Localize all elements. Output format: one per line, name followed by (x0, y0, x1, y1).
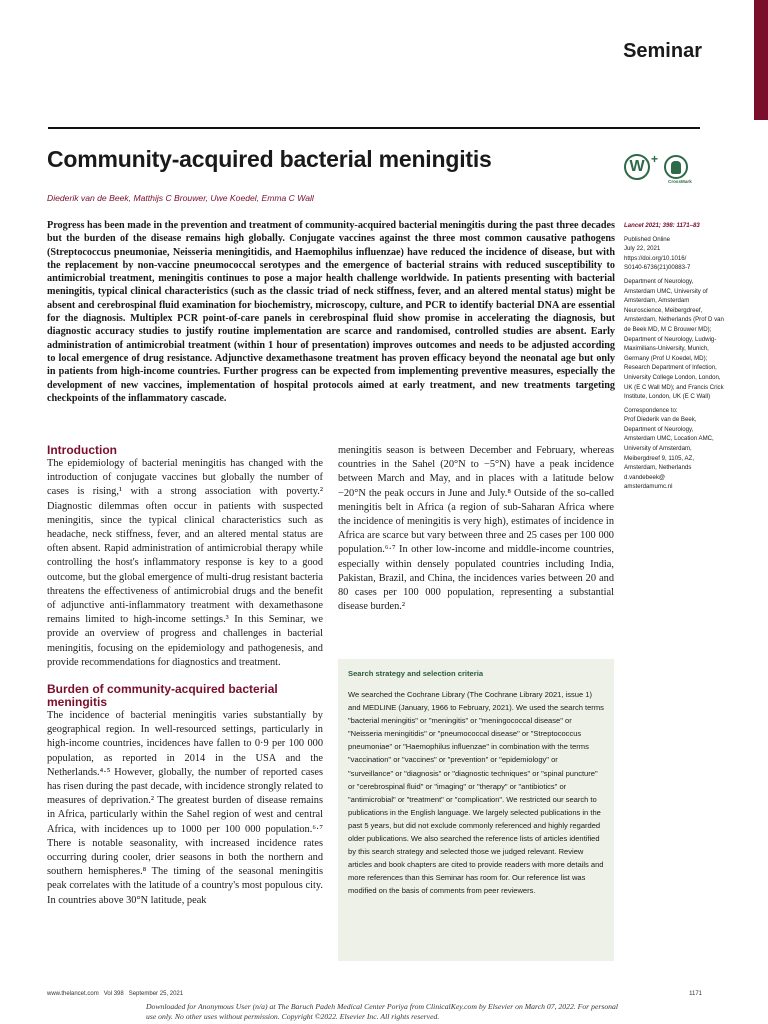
search-strategy-text: We searched the Cochrane Library (The Cochrane Library 2021, issue 1) and MEDLINE (January, 1966 to February, 2021). We used the search terms "bacterial meningitis" or "meningitis" or "meningococcal disease" or "Neisseria meningitidis" or "pneumococcal disease" or "Streptococcus pneumoniae" or "Haemophilus influenzae" in combination with the terms "vaccination" or "vaccines" or "prevention" or "epidemiology" or "surveillance" or "diagnosis" or "diagnostic techniques" or "spinal puncture" or "cerebrospinal fluid" or "imaging" or "therapy" or "antibiotics" or "antimicrobial" or "treatment" or "complication". We restricted our search to publications in the English language. We largely selected publications in the past 5 years, but did not exclude commonly referenced and highly regarded older publications. We also searched the reference lists of articles identified by this search strategy and selected those we judged relevant. Review articles and book chapters are cited to provide readers with more details and more references than this Seminar has room for. Our reference list was modified on the basis of comments from peer reviewers. (348, 690, 604, 896)
bookmark-shape-icon (671, 161, 681, 174)
left-column (47, 444, 323, 908)
article-title: Community-acquired bacterial meningitis (47, 146, 492, 172)
search-strategy-title: Search strategy and selection criteria (348, 669, 484, 678)
abstract: Progress has been made in the prevention and treatment of community-acquired bacterial meningitis during the past three decades but the burden of the disease remains high globally. Conjugate vaccines against the three most common causative pathogens (Streptococcus pneumoniae, Neisseria meningitidis, and Haemophilus influenzae) have reduced the incidence of disease, but with the replacement by non-vaccine pneumococcal serotypes and the emergence of bacterial strains with reduced susceptibility to antimicrobial treatment, meningitis continues to pose a major health challenge worldwide. In patients presenting with bacterial meningitis, typical clinical characteristics (such as the classic triad of neck stiffness, fever, and an altered mental status) might be absent and cerebrospinal fluid examination for biochemistry, microscopy, culture, and PCR to identify bacterial DNA are essential for the diagnosis. Multiplex PCR point-of-care panels in cerebrospinal fluid show promise in accelerating the diagnosis, but diagnostic accuracy studies to justify routine implementation are scarce and randomised, controlled studies are absent. Early administration of antimicrobial treatment (within 1 hour of presentation) improves outcomes and needs to be adjusted according to local emergence of drug resistance. Adjunctive dexamethasone treatment has proven efficacy beyond the neonatal age but only in patients from high-income countries. Further progress can be expected from implementing preventive measures, especially the development of new vaccines, implementation of hospital protocols aimed at early treatment, and new treatments targeting checkpoints of the inflammatory cascade. (47, 220, 615, 404)
right-column-text: meningitis season is between December and February, whereas countries in the Sahel (20°N to −5°N) have a peak incidence between March and May, and in places with a latitude below −20°N the peak occurs in June and July.⁸ Outside of the so-called meningitis belt in Africa (a region of sub-Saharan Africa where the incidence of meningitis is very high), estimates of incidence in Africa are scarce but vary between three and 25 cases per 100 000 population.⁶·⁷ In other low-income and middle-income countries, especially within densely populated countries including India, Pakistan, Brazil, and China, the incidences varies between 20 and 80 cases per 100 000 population, representing a substantial disease burden.² (338, 445, 614, 613)
intro-heading: Introduction (47, 443, 117, 457)
article-logos (624, 152, 704, 188)
section-label: Seminar (623, 40, 702, 62)
affiliations: Department of Neurology, Amsterdam UMC, University of Amsterdam, Amsterdam Neuroscience, Meibergdreef, Amsterdam, Netherlands (Prof D van de Beek MD, M C Brouwer MD); Department of Neurology, Ludwig-Maximilians-University, Munich, Germany (Prof U Koedel, MD); Research Department of Infection, University College London, London, UK (E C Wall MD); and Francis Crick Institute, London, UK (E C Wall) (624, 277, 724, 401)
crossmark-icon[interactable] (664, 155, 688, 179)
plus-icon: + (651, 152, 659, 166)
intro-text: The epidemiology of bacterial meningitis has changed with the introduction of conjugate vaccines but globally the number of cases is rising,¹ with a strong association with poverty.² Diagnostic dilemmas often occur in patients with suspected meningitis, since the typical clinical characteristics such as headache, neck stiffness, fever, and an altered mental status are often absent. Rapid administration of antimicrobial therapy while controlling the host's inflammatory response is key to a good outcome, but the global emergence of multi-drug resistant bacteria threatens the effectiveness of antimicrobial drugs and the benefit of adjunctive anti-inflammatory treatment with dexamethasone remains limited to high-income settings.³ In this Seminar, we provide an overview of progress and challenges in bacterial meningitis, focusing on the epidemiology and pathogenesis, and provide recommendations for diagnostics and treatment. (47, 458, 323, 668)
footer-journal[interactable]: www.thelancet.com Vol 398 September 25, 2021 (47, 991, 184, 997)
correspondence: Correspondence to: Prof Diederik van de Beek, Department of Neurology, Amsterdam UMC, Location AMC, University of Amsterdam, Meibergdreef 9, 1105, AZ, Amsterdam, Netherlands d.vandebeek@ amsterdamumc.nl (624, 406, 714, 491)
article-authors: Diederik van de Beek, Matthijs C Brouwer, Uwe Koedel, Emma C Wall (47, 193, 314, 203)
page-number: 1171 (689, 991, 702, 997)
header-rule (48, 127, 700, 129)
burden-heading: Burden of community-acquired bacterial meningitis (47, 682, 278, 710)
search-strategy-box (338, 659, 614, 961)
download-notice: Downloaded for Anonymous User (n/a) at The Baruch Padeh Medical Center Poriya from ClinicalKey.com by Elsevier on March 07, 2022. For personal use only. No other uses without permission. Copyright ©2022. Elsevier Inc. All rights reserved. (146, 1002, 619, 1021)
published-online[interactable]: Published Online July 22, 2021 https://doi.org/10.1016/ S0140-6736(21)00883-7 (624, 235, 691, 272)
right-column (338, 444, 614, 614)
burden-text: The incidence of bacterial meningitis varies substantially by geographical region. In well-resourced settings, particularly in high-income countries, incidences have fallen to 0·9 per 100 000 population, as reported in 2014 in the USA and the Netherlands.⁴·⁵ However, globally, the number of reported cases has risen during the past decade, with incidence strongly related to measures of deprivation.² The greatest burden of disease remains in Africa, particularly within the Sahel region of west and central Africa, with incidences up to 1000 per 100 000 population.⁶·⁷ There is notable seasonality, with increased incidence rates occurring during cooler, drier seasons in both the northern and southern hemispheres.⁸ The timing of the seasonal meningitis peak correlates with the latitude of a country's most populous city. In countries above 30°N latitude, peak (47, 710, 323, 906)
sidebar (624, 221, 724, 492)
section-color-bar (754, 0, 768, 120)
citation[interactable]: Lancet 2021; 398: 1171–83 (624, 222, 700, 229)
w-logo-icon[interactable]: W (624, 154, 650, 180)
crossmark-label: CrossMark (668, 179, 692, 184)
